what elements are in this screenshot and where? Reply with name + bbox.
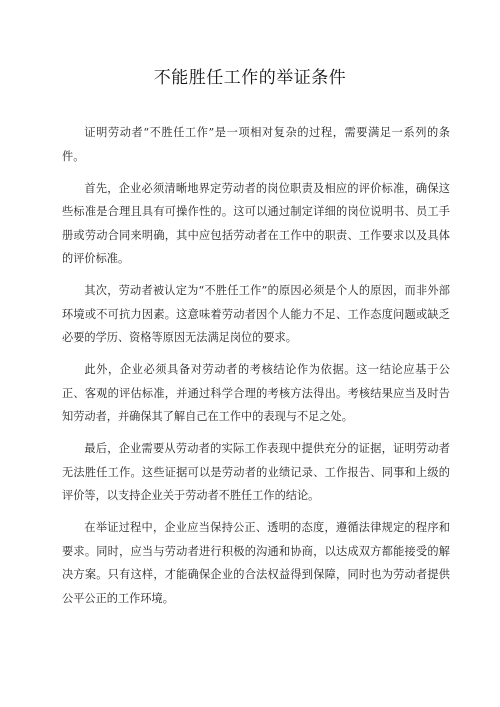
paragraph-conclusion: 在举证过程中，企业应当保持公正、透明的态度，遵循法律规定的程序和要求。同时，应当与劳动者进行积极的沟通和协商，以达成双方都能接受的解决方案。只有这样，才能确保企业的合法权益得到保障，同时也为劳动者提供公平公正的工作环境。 (62, 521, 450, 605)
paragraph-intro: 证明劳动者“不胜任工作”是一项相对复杂的过程，需要满足一系列的条件。 (62, 126, 450, 163)
paragraph-third: 此外，企业必须具备对劳动者的考核结论作为依据。这一结论应基于公正、客观的评估标准，并通过科学合理的考核方法得出。考核结果应当及时告知劳动者，并确保其了解自己在工作中的表现与不足之处。 (62, 363, 450, 423)
document-title: 不能胜任工作的举证条件 (153, 68, 347, 88)
document-body (62, 121, 450, 619)
paragraph-first: 首先，企业必须清晰地界定劳动者的岗位职责及相应的评价标准，确保这些标准是合理且具有可操作性的。这可以通过制定详细的岗位说明书、员工手册或劳动合同来明确，其中应包括劳动者在工作中的职责、工作要求以及具体的评价标准。 (62, 181, 450, 265)
paragraph-second: 其次，劳动者被认定为“不胜任工作”的原因必须是个人的原因，而非外部环境或不可抗力因素。这意味着劳动者因个人能力不足、工作态度问题或缺乏必要的学历、资格等原因无法满足岗位的要求。 (62, 284, 450, 344)
paragraph-fourth: 最后，企业需要从劳动者的实际工作表现中提供充分的证据，证明劳动者无法胜任工作。这些证据可以是劳动者的业绩记录、工作报告、同事和上级的评价等，以支持企业关于劳动者不胜任工作的结论。 (62, 442, 450, 502)
